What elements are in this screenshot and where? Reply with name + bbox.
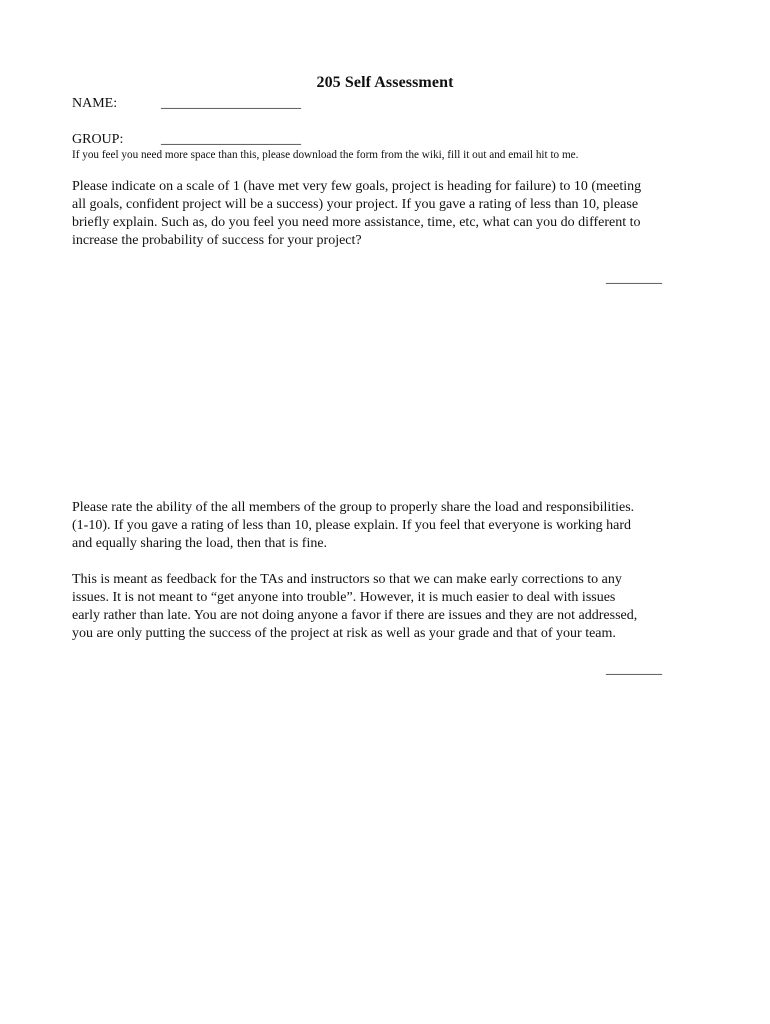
feedback-line: you are only putting the success of the project at risk as well as your grade and that of your team. [72,626,616,641]
question-2-line: (1-10). If you gave a rating of less than 10, please explain. If you feel that everyone is working hard [72,518,632,533]
group-label: GROUP: [72,132,124,147]
name-blank-line[interactable]: ____________________ [161,96,301,111]
name-label: NAME: [72,96,118,111]
question-2-rating-blank[interactable]: ________ [606,662,662,677]
question-2-text [72,499,700,553]
feedback-line: early rather than late. You are not doing anyone a favor if there are issues and they are not addressed, [72,608,638,623]
question-1-line: Please indicate on a scale of 1 (have met very few goals, project is heading for failure) to 10 (meeting [72,179,642,194]
question-1-line: all goals, confident project will be a success) your project. If you gave a rating of less than 10, please [72,197,639,212]
question-1-rating-blank[interactable]: ________ [606,271,662,286]
question-1-text [72,178,700,250]
question-2-line: Please rate the ability of the all members of the group to properly share the load and responsibilities. [72,500,635,515]
group-blank-line[interactable]: ____________________ [161,132,301,147]
form-note: If you feel you need more space than this, please download the form from the wiki, fill it out and email hit to me. [72,149,579,161]
question-1-line: increase the probability of success for your project? [72,233,362,248]
question-2-line: and equally sharing the load, then that is fine. [72,536,328,551]
question-1-line: briefly explain. Such as, do you feel you need more assistance, time, etc, what can you do different to [72,215,641,230]
feedback-line: issues. It is not meant to “get anyone into trouble”. However, it is much easier to deal with issues [72,590,616,605]
name-field-row [72,94,672,114]
feedback-explanation-text [72,571,700,643]
feedback-line: This is meant as feedback for the TAs and instructors so that we can make early corrections to any [72,572,622,587]
group-field-row [72,130,672,150]
page-title: 205 Self Assessment [316,74,454,91]
